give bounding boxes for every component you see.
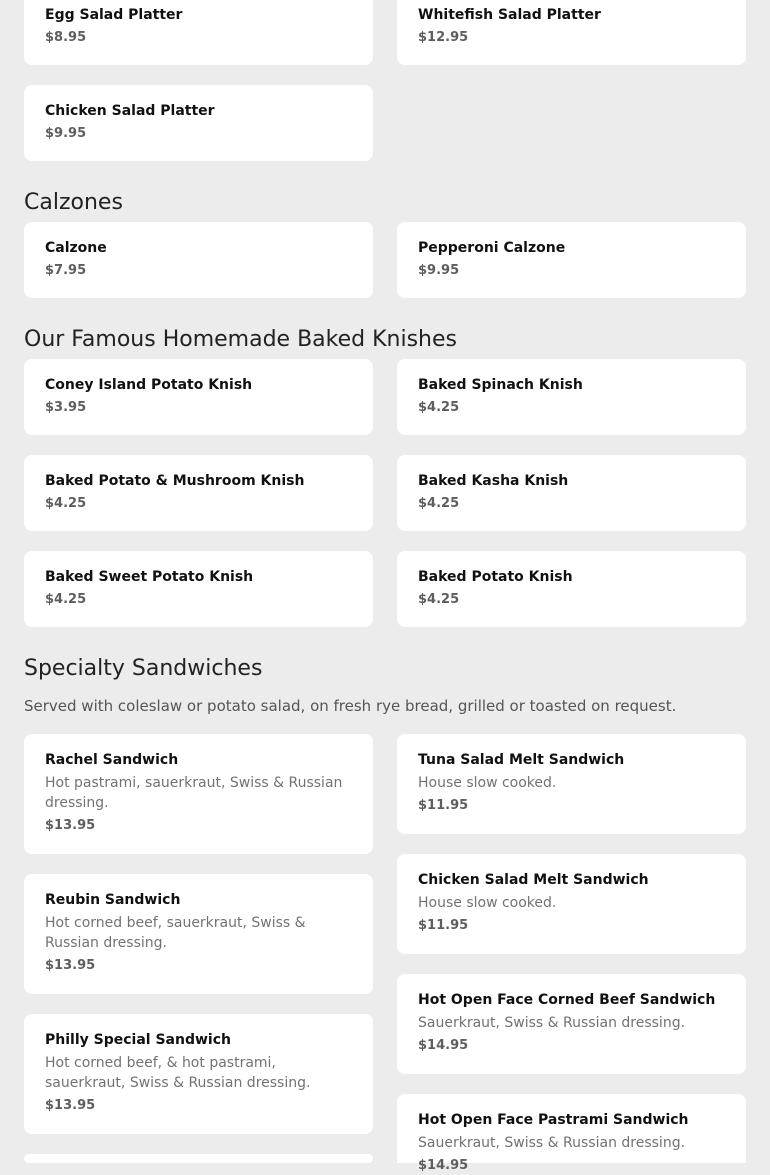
menu-item-card[interactable] — [24, 0, 373, 65]
menu-item-price: $13.95 — [45, 1098, 96, 1113]
menu-item-price: $12.95 — [418, 30, 469, 45]
menu-item-card[interactable] — [397, 551, 746, 627]
menu-item-card[interactable] — [24, 85, 373, 161]
menu-item-price: $4.25 — [418, 400, 460, 415]
menu-item-card[interactable] — [24, 734, 373, 854]
menu-item-name: Calzone — [45, 240, 107, 256]
menu-item-name: Baked Kasha Knish — [418, 473, 569, 489]
menu-item-price: $14.95 — [418, 1038, 469, 1053]
section-title-calzones: Calzones — [24, 190, 123, 215]
section-title-knishes: Our Famous Homemade Baked Knishes — [24, 327, 457, 352]
menu-item-card[interactable] — [397, 974, 746, 1074]
menu-item-card[interactable] — [397, 222, 746, 298]
menu-item-price: $4.25 — [45, 592, 87, 607]
menu-item-card[interactable] — [397, 359, 746, 435]
menu-item-name: Egg Salad Platter — [45, 7, 183, 23]
menu-item-name: Chicken Salad Platter — [45, 103, 215, 119]
menu-item-price: $13.95 — [45, 958, 96, 973]
menu-item-price: $7.95 — [45, 263, 87, 278]
menu-item-name: Reubin Sandwich — [45, 892, 181, 908]
menu-item-price: $9.95 — [45, 126, 87, 141]
menu-item-card[interactable] — [397, 1094, 746, 1173]
menu-item-card[interactable] — [24, 551, 373, 627]
menu-item-card[interactable] — [24, 222, 373, 298]
menu-item-card[interactable] — [24, 874, 373, 994]
menu-item-name: Tuna Salad Melt Sandwich — [418, 752, 625, 768]
menu-item-name: Hot Open Face Corned Beef Sandwich — [418, 992, 716, 1008]
menu-item-name: Whitefish Salad Platter — [418, 7, 601, 23]
menu-item-price: $11.95 — [418, 918, 469, 933]
menu-item-description: House slow cooked. — [418, 895, 557, 911]
menu-item-price: $14.95 — [418, 1158, 469, 1173]
menu-item-price: $4.25 — [418, 592, 460, 607]
menu-item-card[interactable] — [397, 455, 746, 531]
menu-item-description: House slow cooked. — [418, 775, 557, 791]
menu-item-card[interactable] — [397, 0, 746, 65]
menu-item-description: Hot corned beef, sauerkraut, Swiss & Russian dressing. — [45, 915, 306, 951]
menu-item-name: Philly Special Sandwich — [45, 1032, 231, 1048]
menu-item-name: Baked Spinach Knish — [418, 377, 583, 393]
menu-item-name: Rachel Sandwich — [45, 752, 179, 768]
menu-item-card[interactable] — [24, 1014, 373, 1134]
section-subtitle: Served with coleslaw or potato salad, on fresh rye bread, grilled or toasted on request. — [24, 697, 677, 715]
menu-item-card[interactable] — [397, 734, 746, 834]
menu-item-name: Hot Open Face Pastrami Sandwich — [418, 1112, 689, 1128]
menu-item-price: $8.95 — [45, 30, 87, 45]
menu-item-price: $4.25 — [418, 496, 460, 511]
menu-item-card[interactable] — [397, 854, 746, 954]
menu-item-name: Baked Sweet Potato Knish — [45, 569, 254, 585]
menu-item-name: Baked Potato & Mushroom Knish — [45, 473, 305, 489]
menu-item-name: Coney Island Potato Knish — [45, 377, 253, 393]
menu-item-card[interactable] — [24, 1154, 373, 1163]
menu-item-description: Hot corned beef, & hot pastrami, sauerkraut, Swiss & Russian dressing. — [45, 1055, 311, 1091]
menu-item-price: $3.95 — [45, 400, 87, 415]
menu-item-price: $11.95 — [418, 798, 469, 813]
menu-item-price: $13.95 — [45, 818, 96, 833]
section-title-sandwiches: Specialty Sandwiches — [24, 656, 263, 681]
menu-item-price: $4.25 — [45, 496, 87, 511]
menu-item-card[interactable] — [24, 359, 373, 435]
menu-item-price: $9.95 — [418, 263, 460, 278]
menu-item-name: Pepperoni Calzone — [418, 240, 566, 256]
menu-item-card[interactable] — [24, 455, 373, 531]
menu-item-name: Baked Potato Knish — [418, 569, 573, 585]
menu-item-description: Sauerkraut, Swiss & Russian dressing. — [418, 1015, 686, 1031]
menu-item-description: Sauerkraut, Swiss & Russian dressing. — [418, 1135, 686, 1151]
menu-item-name: Chicken Salad Melt Sandwich — [418, 872, 649, 888]
menu-item-description: Hot pastrami, sauerkraut, Swiss & Russian dressing. — [45, 775, 343, 811]
